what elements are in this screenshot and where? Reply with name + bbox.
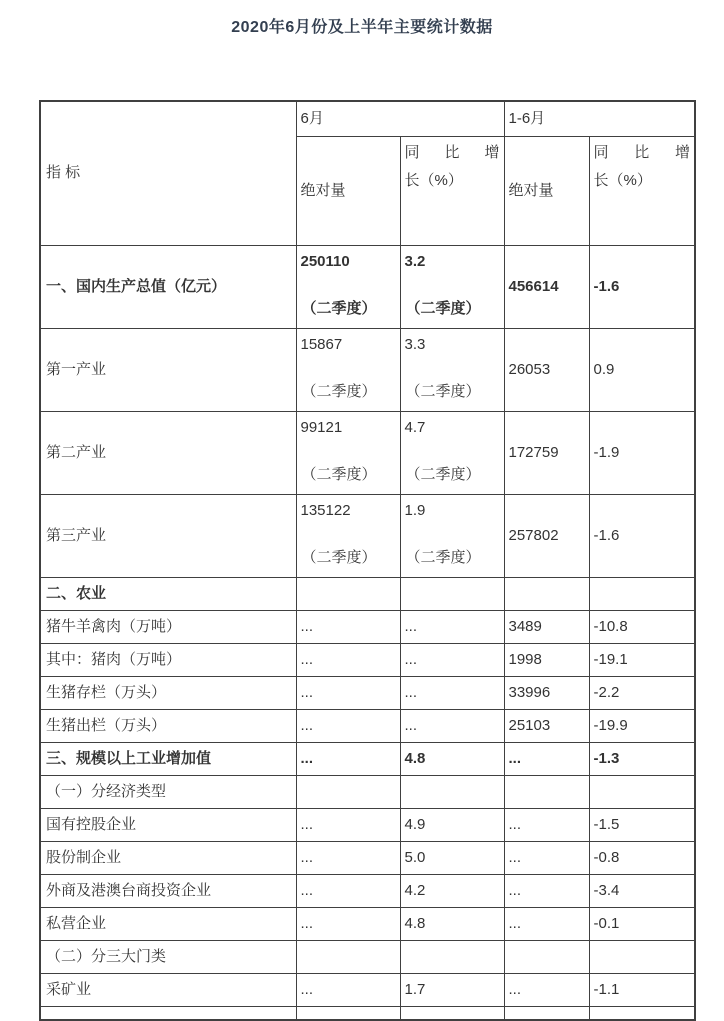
value-cell xyxy=(296,941,400,974)
value-cell: 1.7 xyxy=(400,974,504,1007)
table-row xyxy=(40,875,695,908)
indicator-cell: 国有控股企业 xyxy=(40,809,296,842)
value-cell xyxy=(504,1007,589,1021)
value-cell: ... xyxy=(504,875,589,908)
value-cell xyxy=(296,1007,400,1021)
table-row xyxy=(40,495,695,578)
table-row xyxy=(40,710,695,743)
value-cell: -1.9 xyxy=(589,412,695,495)
header-group-row xyxy=(40,101,695,137)
cell-quarter-note: （二季度） xyxy=(405,466,481,484)
value-cell xyxy=(400,495,504,578)
cell-value: 4.7 xyxy=(404,419,426,436)
table-row xyxy=(40,743,695,776)
page-title: 2020年6月份及上半年主要统计数据 xyxy=(231,19,493,36)
value-cell xyxy=(400,941,504,974)
value-cell: ... xyxy=(296,743,400,776)
value-cell: ... xyxy=(296,710,400,743)
value-cell xyxy=(400,246,504,329)
indicator-cell: 其中：猪肉（万吨） xyxy=(40,644,296,677)
cell-value: 1.9 xyxy=(404,502,426,519)
value-cell xyxy=(589,941,695,974)
value-cell xyxy=(296,578,400,611)
yoy-label-line1: 同 比 增 xyxy=(404,144,500,161)
value-cell: -1.5 xyxy=(589,809,695,842)
cell-quarter-note: （二季度） xyxy=(301,466,377,484)
indicator-cell: 采矿业 xyxy=(40,974,296,1007)
value-cell: -1.6 xyxy=(589,246,695,329)
value-cell: 4.9 xyxy=(400,809,504,842)
value-cell: -19.9 xyxy=(589,710,695,743)
value-cell xyxy=(296,776,400,809)
indicator-cell xyxy=(40,1007,296,1021)
value-cell xyxy=(504,578,589,611)
indicator-cell: 外商及港澳台商投资企业 xyxy=(40,875,296,908)
table-row xyxy=(40,908,695,941)
indicator-cell: （二）分三大门类 xyxy=(40,941,296,974)
value-cell: ... xyxy=(296,908,400,941)
indicator-cell: 猪牛羊禽肉（万吨） xyxy=(40,611,296,644)
value-cell xyxy=(400,776,504,809)
value-cell: ... xyxy=(400,611,504,644)
table-row xyxy=(40,644,695,677)
table-row xyxy=(40,1007,695,1021)
value-cell xyxy=(400,578,504,611)
value-cell: 172759 xyxy=(504,412,589,495)
value-cell xyxy=(589,578,695,611)
value-cell xyxy=(296,246,400,329)
cell-quarter-note: （二季度） xyxy=(301,300,377,318)
header-june-yoy-cell xyxy=(400,137,504,246)
value-cell xyxy=(400,1007,504,1021)
value-cell: -1.3 xyxy=(589,743,695,776)
indicator-cell: 生猪存栏（万头） xyxy=(40,677,296,710)
statistics-table xyxy=(39,100,696,1021)
cell-quarter-note: （二季度） xyxy=(405,549,481,567)
table-body xyxy=(40,246,695,1021)
table-row xyxy=(40,329,695,412)
cell-quarter-note: （二季度） xyxy=(405,383,481,401)
value-cell: ... xyxy=(296,809,400,842)
table-row xyxy=(40,974,695,1007)
cell-quarter-note: （二季度） xyxy=(301,549,377,567)
value-cell: -3.4 xyxy=(589,875,695,908)
value-cell: ... xyxy=(504,743,589,776)
value-cell xyxy=(296,495,400,578)
value-cell: -1.1 xyxy=(589,974,695,1007)
cell-quarter-note: （二季度） xyxy=(405,300,481,318)
value-cell xyxy=(504,941,589,974)
value-cell: ... xyxy=(504,908,589,941)
value-cell: 257802 xyxy=(504,495,589,578)
value-cell: 456614 xyxy=(504,246,589,329)
indicator-cell: 第一产业 xyxy=(40,329,296,412)
table-row xyxy=(40,842,695,875)
cell-value: 15867 xyxy=(300,336,343,353)
value-cell: ... xyxy=(296,677,400,710)
indicator-cell: 三、规模以上工业增加值 xyxy=(40,743,296,776)
indicator-cell: 第二产业 xyxy=(40,412,296,495)
value-cell: -0.8 xyxy=(589,842,695,875)
indicator-cell: 第三产业 xyxy=(40,495,296,578)
value-cell: 4.2 xyxy=(400,875,504,908)
indicator-cell: 私营企业 xyxy=(40,908,296,941)
value-cell: 26053 xyxy=(504,329,589,412)
value-cell: 1998 xyxy=(504,644,589,677)
header-june-absolute-cell: 绝对量 xyxy=(296,137,400,246)
yoy-label-line1: 同 比 增 xyxy=(593,144,690,161)
table-row xyxy=(40,941,695,974)
cell-value: 250110 xyxy=(300,253,350,270)
value-cell: 4.8 xyxy=(400,743,504,776)
table-row xyxy=(40,412,695,495)
table-header xyxy=(40,101,695,246)
table-row xyxy=(40,809,695,842)
cell-value: 135122 xyxy=(300,502,351,519)
indicator-cell: 生猪出栏（万头） xyxy=(40,710,296,743)
value-cell: ... xyxy=(296,974,400,1007)
value-cell: ... xyxy=(504,842,589,875)
value-cell: ... xyxy=(504,809,589,842)
value-cell xyxy=(400,412,504,495)
header-halfyear-yoy-cell xyxy=(589,137,695,246)
value-cell: 3489 xyxy=(504,611,589,644)
value-cell: 5.0 xyxy=(400,842,504,875)
table-row xyxy=(40,776,695,809)
value-cell: -0.1 xyxy=(589,908,695,941)
indicator-cell: （一）分经济类型 xyxy=(40,776,296,809)
value-cell: ... xyxy=(400,677,504,710)
value-cell xyxy=(589,1007,695,1021)
yoy-label-line2: 长（%） xyxy=(404,171,463,189)
cell-quarter-note: （二季度） xyxy=(301,383,377,401)
value-cell xyxy=(296,329,400,412)
value-cell xyxy=(296,412,400,495)
cell-value: 99121 xyxy=(300,419,343,436)
cell-value: 3.2 xyxy=(404,253,426,270)
value-cell: ... xyxy=(400,710,504,743)
indicator-cell: 二、农业 xyxy=(40,578,296,611)
value-cell: ... xyxy=(296,611,400,644)
value-cell: ... xyxy=(296,842,400,875)
indicator-cell: 一、国内生产总值（亿元） xyxy=(40,246,296,329)
table-row xyxy=(40,578,695,611)
value-cell: 4.8 xyxy=(400,908,504,941)
value-cell: 33996 xyxy=(504,677,589,710)
value-cell xyxy=(589,776,695,809)
table-row xyxy=(40,677,695,710)
header-indicator-cell: 指 标 xyxy=(40,101,296,246)
yoy-label-line2: 长（%） xyxy=(593,171,652,189)
value-cell: -1.6 xyxy=(589,495,695,578)
value-cell xyxy=(504,776,589,809)
table-row xyxy=(40,246,695,329)
value-cell: 25103 xyxy=(504,710,589,743)
value-cell: ... xyxy=(296,875,400,908)
header-halfyear-group-cell: 1-6月 xyxy=(504,101,695,137)
value-cell: ... xyxy=(400,644,504,677)
value-cell: -19.1 xyxy=(589,644,695,677)
value-cell: 0.9 xyxy=(589,329,695,412)
cell-value: 3.3 xyxy=(404,336,426,353)
value-cell: ... xyxy=(296,644,400,677)
value-cell xyxy=(400,329,504,412)
header-june-group-cell: 6月 xyxy=(296,101,504,137)
value-cell: -10.8 xyxy=(589,611,695,644)
table-row xyxy=(40,611,695,644)
indicator-cell: 股份制企业 xyxy=(40,842,296,875)
value-cell: -2.2 xyxy=(589,677,695,710)
value-cell: ... xyxy=(504,974,589,1007)
header-halfyear-absolute-cell: 绝对量 xyxy=(504,137,589,246)
